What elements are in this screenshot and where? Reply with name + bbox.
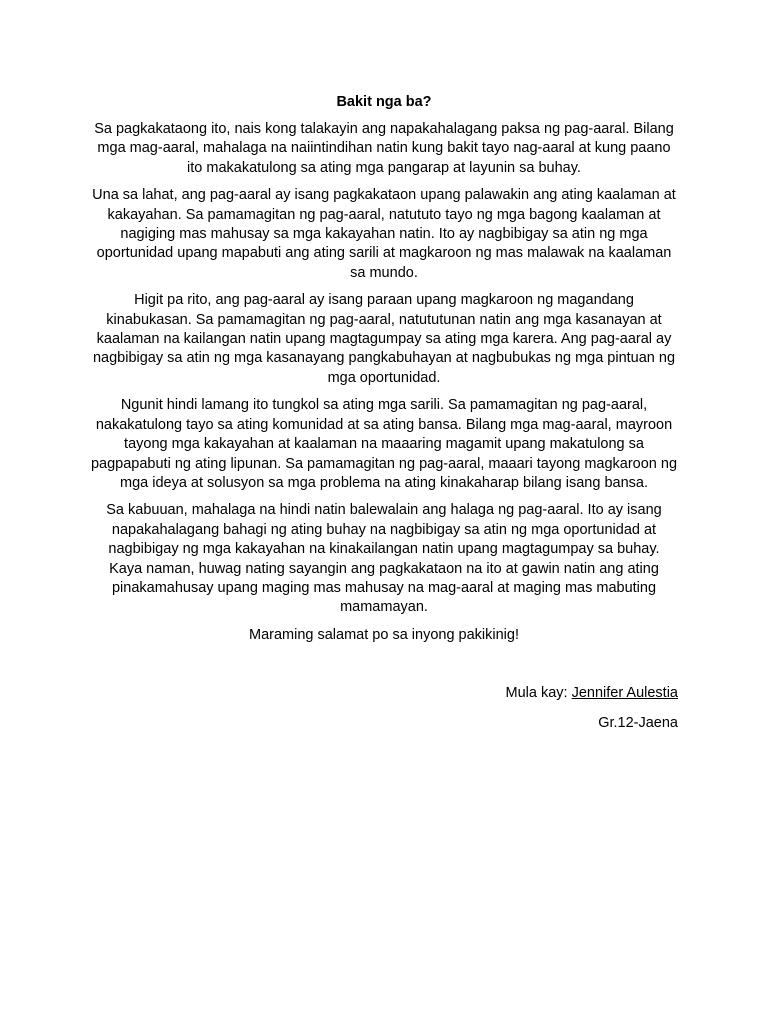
paragraph-knowledge: Una sa lahat, ang pag-aaral ay isang pagkakataon upang palawakin ang ating kaalaman at kakayahan. Sa pamamagitan ng pag-aaral, natututo tayo ng mga bagong kaalaman at nagiging mas mahusay sa mga kakayahan natin. Ito ay nagbibigay sa atin ng mga oportunidad upang mapabuti ang ating sarili at magkaroon ng mas malawak na kaalaman sa mundo.: [92, 187, 676, 281]
document-title: Bakit nga ba?: [336, 94, 432, 110]
signature-grade: Gr.12-Jaena: [598, 715, 678, 732]
signature-author: Jennifer Aulestia: [571, 685, 678, 702]
signature-line: [90, 683, 678, 703]
paragraph-conclusion: Sa kabuuan, mahalaga na hindi natin balewalain ang halaga ng pag-aaral. Ito ay isang napakahalagang bahagi ng ating buhay na nagbibigay sa atin ng mga oportunidad at nagbibigay ng mga kakayahan na kinakailangan natin upang magtagumpay sa buhay. Kaya naman, huwag nating sayangin ang pagkakataon na ito at gawin natin ang ating pinakamahusay upang maging mas mahusay na mag-aaral at maging mas mabuting mamamayan.: [106, 502, 662, 616]
signature-from-label: Mula kay:: [505, 685, 572, 702]
paragraph-thanks: Maraming salamat po sa inyong pakikinig!: [249, 626, 519, 643]
paragraph-future: Higit pa rito, ang pag-aaral ay isang paraan upang magkaroon ng magandang kinabukasan. Sa pamamagitan ng pag-aaral, natututunan natin ang mga kasanayan at kaalaman na kailangan natin upang magtagumpay sa ating mga karera. Ang pag-aaral ay nagbibigay sa atin ng mga kasanayang pangkabuhayan at nagbubukas ng mga pintuan ng mga oportunidad.: [92, 292, 676, 386]
paragraph-community: Ngunit hindi lamang ito tungkol sa ating mga sarili. Sa pamamagitan ng pag-aaral, nakakatulong tayo sa ating komunidad at sa ating bansa. Bilang mga mag-aaral, mayroon tayong mga kakayahan at kaalaman na maaaring magamit upang makatulong sa pagpapabuti ng ating lipunan. Sa pamamagitan ng pag-aaral, maaari tayong magkaroon ng mga ideya at solusyon sa mga problema na ating kinakaharap bilang isang bansa.: [90, 397, 678, 491]
paragraph-intro: Sa pagkakataong ito, nais kong talakayin ang napakahalagang paksa ng pag-aaral. Bilang mga mag-aaral, mahalaga na naiintindihan natin kung bakit tayo nag-aaral at kung paano ito makakatulong sa ating mga pangarap at layunin sa buhay.: [94, 121, 674, 176]
document-page: [90, 92, 678, 733]
